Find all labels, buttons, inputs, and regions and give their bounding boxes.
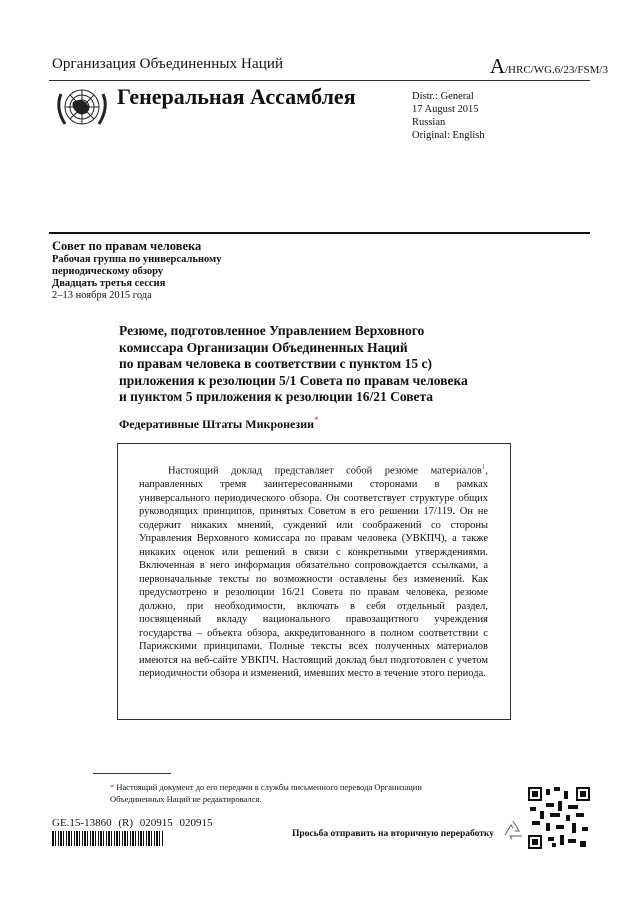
distribution-info — [412, 90, 485, 142]
distr-line: Distr.: General — [412, 91, 474, 102]
summary-part: Настоящий доклад представляет собой резюме материалов — [168, 465, 482, 477]
council-name: Совет по правам человека — [52, 239, 202, 253]
footnote-rule — [93, 773, 171, 774]
original-language-line: Original: English — [412, 130, 485, 141]
working-group-line1: Рабочая группа по универсальному — [52, 254, 222, 265]
footnote-star: * — [110, 782, 115, 792]
footnote-marker[interactable]: * — [314, 415, 319, 425]
document-symbol — [490, 54, 608, 79]
organization-name: Организация Объединенных Наций — [52, 56, 284, 72]
country-name — [119, 415, 319, 432]
footnote-text: Настоящий документ до его передачи в службы письменного перевода Организации Объединенных Наций не редактировался. — [110, 782, 422, 804]
session-name: Двадцать третья сессия — [52, 278, 166, 289]
session-dates: 2–13 ноября 2015 года — [52, 290, 152, 301]
title-line: по правам человека в соответствии с пунктом 15 с) — [119, 356, 432, 371]
summary-part: , направленных тремя заинтересованными сторонами в рамках универсального периодического обзора. Он соответствует структуре общих руководящих принципов, принятых Советом в его решении 17/119. Он не содержит никаких мнений, суждений или соображений со стороны Управления Верховного комиссара по правам человека (УВКПЧ), а также никаких оценок или решений в связи с конкретными утверждениями. Включенная в него информация обязательно сопровождается ссылками, а первоначальные тексты по возможности оставлены без изменений. Как предусмотрено в резолюции 16/21 Совета по правам человека, резюме должно, при необходимости, включать в себя отдельный раздел, посвященный вкладу национального правозащитного учреждения государства – объекта обзора, аккредитованного в полном соответствии с Парижскими принципами. Полные тексты всех полученных материалов имеются на веб-сайте УВКПЧ. Настоящий доклад был подготовлен с учетом периодичности обзора и изменений, имевших место в течение этого периода. — [139, 465, 488, 679]
language-line: Russian — [412, 117, 446, 128]
qr-code-icon — [528, 787, 590, 849]
title-line: приложения к резолюции 5/1 Совета по правам человека — [119, 372, 468, 388]
summary-box — [117, 443, 511, 720]
general-assembly-title: Генеральная Ассамблея — [117, 84, 356, 109]
title-line: и пунктом 5 приложения к резолюции 16/21 Совета — [119, 389, 434, 404]
footnote — [110, 781, 470, 805]
summary-text — [139, 461, 488, 681]
recycle-text: Просьба отправить на вторичную переработку — [292, 829, 494, 839]
country-label: Федеративные Штаты Микронезии — [119, 417, 315, 431]
working-group-line2: периодическому обзору — [52, 266, 164, 277]
date-line: 17 August 2015 — [412, 104, 479, 115]
title-line: Резюме, подготовленное Управлением Верховного — [119, 323, 425, 338]
header-rule — [49, 80, 590, 81]
job-number: GE.15-13860 (R) 020915 020915 — [52, 817, 213, 829]
symbol-rest: /HRC/WG.6/23/FSM/3 — [505, 64, 608, 76]
barcode-icon — [52, 831, 164, 846]
title-line: комиссара Организации Объединенных Наций — [119, 339, 408, 355]
recycle-icon — [500, 818, 526, 844]
document-title — [119, 323, 519, 406]
un-emblem-icon — [53, 84, 111, 130]
section-rule — [49, 232, 590, 234]
footnote-ref[interactable]: 1 — [481, 463, 486, 471]
symbol-letter: A — [489, 54, 505, 78]
